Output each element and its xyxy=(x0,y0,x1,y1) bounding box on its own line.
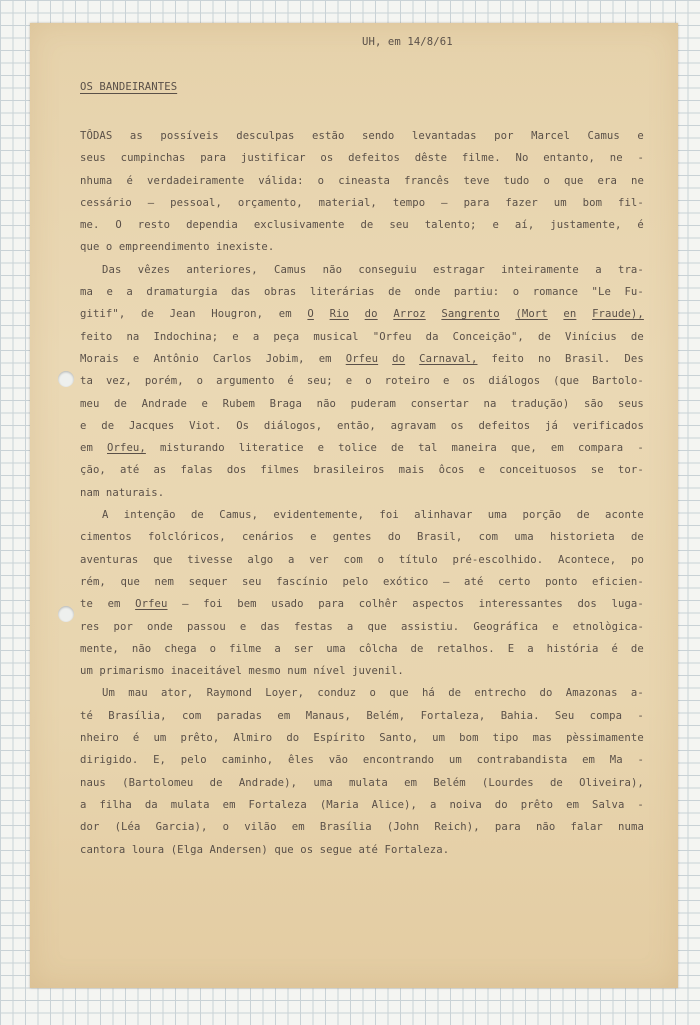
punch-hole xyxy=(58,371,74,387)
text-line: té Brasília, com paradas em Manaus, Belém, Fortaleza, Bahia. Seu compa - xyxy=(80,709,644,722)
text-line: dor (Léa Garcia), o vilão em Brasília (John Reich), para não falar numa xyxy=(80,821,644,834)
text-line: aventuras que tivesse algo a ver com o título pré-escolhido. Acontece, po xyxy=(80,553,644,566)
text-line: A intenção de Camus, evidentemente, foi alinhavar uma porção de aconte xyxy=(102,509,644,522)
text-line: seus cumpinchas para justificar os defeitos dêste filme. No entanto, ne - xyxy=(80,152,644,165)
text-line: rém, que nem sequer seu fascínio pelo exótico — até certo ponto eficien- xyxy=(80,575,644,588)
text-line: res por onde passou e das festas a que assistiu. Geográfica e etnològica- xyxy=(80,620,644,633)
typed-page xyxy=(30,23,678,988)
text-line: feito na Indochina; e a peça musical "Orfeu da Conceição", de Vinícius de xyxy=(80,330,644,343)
text-line: cimentos folclóricos, cenários e gentes do Brasil, com uma historieta de xyxy=(80,531,644,544)
text-line: nam naturais. xyxy=(80,486,165,499)
article-body xyxy=(80,125,644,861)
text-line: cantora loura (Elga Andersen) que os segue até Fortaleza. xyxy=(80,843,450,856)
text-line: TÔDAS as possíveis desculpas estão sendo levantadas por Marcel Camus e xyxy=(80,130,644,142)
text-line: e de Jacques Viot. Os diálogos, então, agravam os defeitos já verificados xyxy=(80,419,644,432)
article-title: OS BANDEIRANTES xyxy=(80,81,178,93)
text-line: em Orfeu, misturando literatice e tolice de tal maneira que, em compara - xyxy=(80,442,644,455)
text-line: te em Orfeu — foi bem usado para colhêr aspectos interessantes dos luga- xyxy=(80,598,644,611)
text-line: ma e a dramaturgia das obras literárias de onde partiu: o romance "Le Fu- xyxy=(80,286,644,299)
text-line: mente, não chega o filme a ser uma côlcha de retalhos. E a história é de xyxy=(80,642,644,655)
text-line: um primarismo inaceitável mesmo num nível juvenil. xyxy=(80,665,404,678)
text-line: que o empreendimento inexiste. xyxy=(80,241,275,254)
text-line: naus (Bartolomeu de Andrade), uma mulata em Belém (Lourdes de Oliveira), xyxy=(80,776,644,789)
page-header-date: UH, em 14/8/61 xyxy=(362,36,453,48)
text-line: gitif", de Jean Hougron, em O Rio do Arroz Sangrento (Mort en Fraude), xyxy=(80,308,644,321)
text-line: dirigido. E, pelo caminho, êles vão encontrando um contrabandista em Ma - xyxy=(80,754,644,767)
text-line: Um mau ator, Raymond Loyer, conduz o que há de entrecho do Amazonas a- xyxy=(102,687,644,700)
text-line: a filha da mulata em Fortaleza (Maria Alice), a noiva do prêto em Salva - xyxy=(80,798,644,811)
text-line: Das vêzes anteriores, Camus não conseguiu estragar inteiramente a tra- xyxy=(102,263,644,276)
text-line: me. O resto dependia exclusivamente de seu talento; e aí, justamente, é xyxy=(80,219,644,232)
text-line: nheiro é um prêto, Almiro do Espírito Santo, um bom tipo mas pèssimamente xyxy=(80,732,644,745)
text-line: meu de Andrade e Rubem Braga não puderam consertar na tradução) são seus xyxy=(80,397,644,410)
punch-hole xyxy=(58,606,74,622)
text-line: Morais e Antônio Carlos Jobim, em Orfeu do Carnaval, feito no Brasil. Des xyxy=(80,352,644,365)
text-line: ta vez, porém, o argumento é seu; e o roteiro e os diálogos (que Bartolo- xyxy=(80,375,644,388)
text-line: nhuma é verdadeiramente válida: o cineasta francês teve tudo o que era ne xyxy=(80,174,644,187)
text-line: ção, até as falas dos filmes brasileiros mais ôcos e conceituosos se tor- xyxy=(80,464,644,477)
text-line: cessário — pessoal, orçamento, material, tempo — para fazer um bom fil- xyxy=(80,196,644,209)
